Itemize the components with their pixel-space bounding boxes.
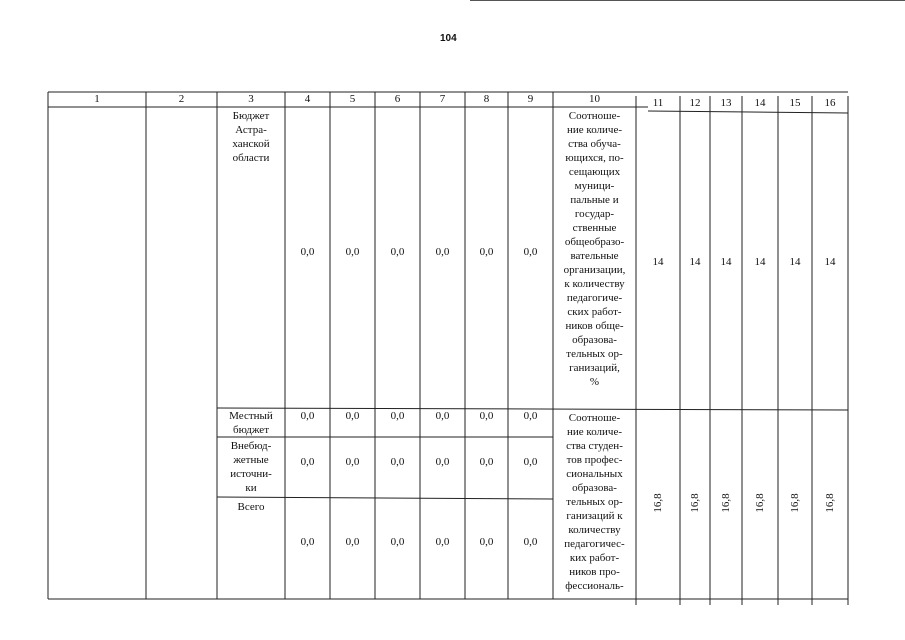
row4-value-9: 0,0: [523, 536, 538, 548]
header-col-7: 7: [439, 93, 446, 105]
header-col-4: 4: [304, 93, 311, 105]
row3-value-6: 0,0: [390, 456, 405, 468]
row1-value-5: 0,0: [345, 246, 360, 258]
row2-target-15: 16,8: [789, 493, 801, 513]
header-col-11: 11: [652, 97, 664, 109]
row1-target-14: 14: [754, 256, 766, 268]
page-number: 104: [440, 33, 457, 44]
row2-value-6: 0,0: [390, 410, 405, 422]
row1-target-12: 14: [689, 256, 701, 268]
row2-value-5: 0,0: [345, 410, 360, 422]
row1-target-13: 14: [720, 256, 732, 268]
row3-value-9: 0,0: [523, 456, 538, 468]
header-col-1: 1: [94, 93, 100, 105]
row1-value-4: 0,0: [300, 246, 315, 258]
source-extrabudgetary: Внебюд- жетные источни- ки: [230, 440, 272, 494]
row2-target-13: 16,8: [720, 493, 732, 513]
row2-target-11: 16,8: [652, 493, 664, 513]
indicator-students-ratio: Соотноше- ние количе- ства обуча- ющихся, по- сещающих муници- пальные и государ- ственные общеобразо- вательные организации, к количеству педагогиче- ских работ- ников обще- образова- тельных ор- ганизаций, %: [563, 110, 626, 388]
row2-value-7: 0,0: [435, 410, 450, 422]
header-col-16: 16: [824, 97, 836, 109]
header-col-6: 6: [394, 93, 401, 105]
row2-value-9: 0,0: [523, 410, 538, 422]
header-col-13: 13: [720, 97, 732, 109]
header-col-8: 8: [483, 93, 490, 105]
header-col-2: 2: [178, 93, 185, 105]
header-col-15: 15: [789, 97, 801, 109]
row2-value-4: 0,0: [300, 410, 315, 422]
row3-value-8: 0,0: [479, 456, 494, 468]
header-col-14: 14: [754, 97, 766, 109]
row2-value-8: 0,0: [479, 410, 494, 422]
row2-target-16: 16,8: [824, 493, 836, 513]
row2-target-14: 16,8: [754, 493, 766, 513]
row1-target-15: 14: [789, 256, 801, 268]
header-col-3: 3: [248, 93, 254, 105]
source-regional-budget: Бюджет Астра- ханской области: [232, 110, 270, 164]
row4-value-5: 0,0: [345, 536, 360, 548]
row3-value-4: 0,0: [300, 456, 315, 468]
row1-target-11: 14: [652, 256, 664, 268]
row1-value-9: 0,0: [523, 246, 538, 258]
header-col-10: 10: [589, 93, 600, 105]
row4-value-8: 0,0: [479, 536, 494, 548]
indicator-college-students-ratio: Соотноше- ние количе- ства студен- тов профес- сиональных образова- тельных ор- ганизаций к количеству педагогичес- ких работ- ников про- фессиональ-: [564, 412, 625, 592]
source-total: Всего: [237, 501, 265, 513]
header-col-5: 5: [349, 93, 356, 105]
row1-value-6: 0,0: [390, 246, 405, 258]
row1-value-7: 0,0: [435, 246, 450, 258]
row3-value-7: 0,0: [435, 456, 450, 468]
header-col-9: 9: [527, 93, 534, 105]
row2-target-12: 16,8: [689, 493, 701, 513]
source-local-budget: Местный бюджет: [229, 410, 273, 436]
row4-value-6: 0,0: [390, 536, 405, 548]
header-col-12: 12: [689, 97, 701, 109]
row1-value-8: 0,0: [479, 246, 494, 258]
row3-value-5: 0,0: [345, 456, 360, 468]
row4-value-7: 0,0: [435, 536, 450, 548]
row4-value-4: 0,0: [300, 536, 315, 548]
row1-target-16: 14: [824, 256, 836, 268]
